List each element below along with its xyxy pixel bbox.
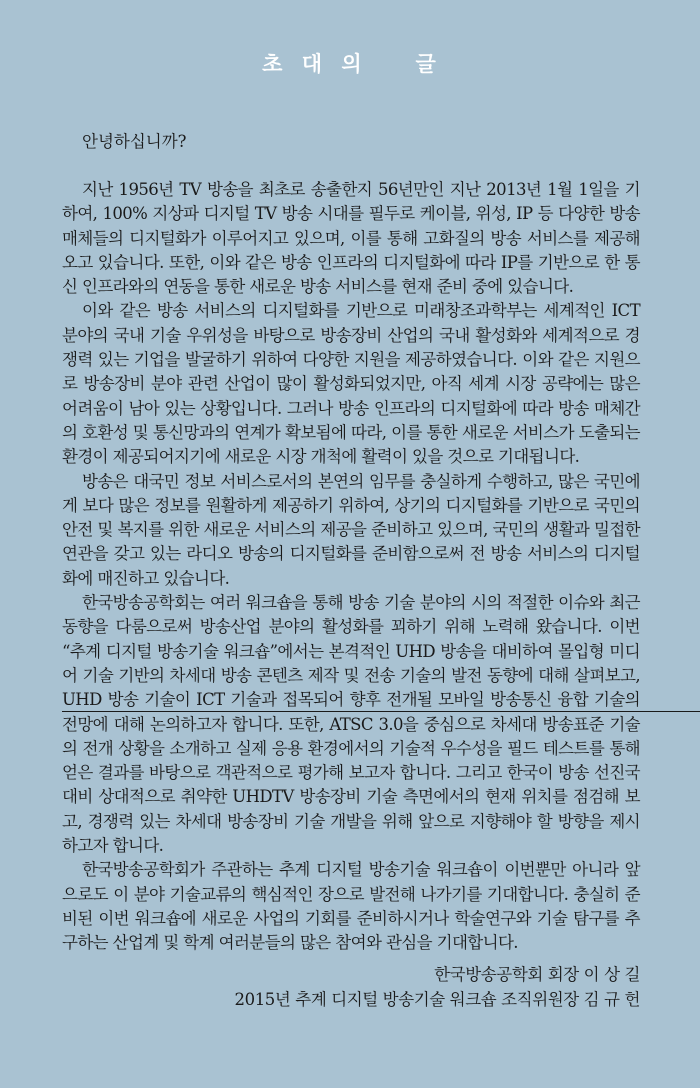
signature-line-president: 한국방송공학회 회장 이 상 길 bbox=[434, 965, 640, 984]
paragraph: 방송은 대국민 정보 서비스로서의 본연의 임무를 충실하게 수행하고, 많은 국민에게 보다 많은 정보를 원활하게 제공하기 위하여, 상기의 디지털화를 기반으로 국민의 안전 및 복지를 위한 새로운 서비스의 제공을 준비하고 있으며, 국민의 생활과 밀접한 연관을 갖고 있는 라디오 방송의 디지털화를 준비함으로써 전 방송 서비스의 디지털화에 매진하고 있습니다. bbox=[62, 471, 640, 588]
paragraph: 한국방송공학회는 여러 워크숍을 통해 방송 기술 분야의 시의 적절한 이슈와 최근 동향을 다룸으로써 방송산업 분야의 활성화를 꾀하기 위해 노력해 왔습니다. 이번 “추계 디지털 방송기술 워크숍”에서는 본격적인 UHD 방송을 대비하여 몰입형 미디어 기술 기반의 차세대 방송 콘텐츠 제작 및 전송 기술의 발전 동향에 대해 살펴보고, UHD 방송 기술이 ICT 기술과 접목되어 향후 전개될 모바일 방송통신 융합 기술의 전망에 대해 논의하고자 합니다. 또한, ATSC 3.0을 중심으로 차세대 방송표준 기술의 전개 상황을 소개하고 실제 응용 환경에서의 기술적 우수성을 필드 테스트를 통해 얻은 결과를 바탕으로 객관적으로 평가해 보고자 합니다. 그리고 한국이 방송 선진국 대비 상대적으로 취약한 UHDTV 방송장비 기술 측면에서의 현재 위치를 점검해 보고, 경쟁력 있는 차세대 방송장비 기술 개발을 위해 앞으로 지향해야 할 방향을 제시하고자 합니다. bbox=[62, 593, 640, 856]
page-title: 초 대 의 글 bbox=[262, 52, 438, 76]
paragraph: 이와 같은 방송 서비스의 디지털화를 기반으로 미래창조과학부는 세계적인 ICT 분야의 국내 기술 우위성을 바탕으로 방송장비 산업의 국내 활성화와 세계적으로 경쟁력 있는 기업을 발굴하기 위하여 다양한 지원을 제공하였습니다. 이와 같은 지원으로 방송장비 분야 관련 산업이 많이 활성화되었지만, 아직 세계 시장 공략에는 많은 어려움이 남아 있는 상황입니다. 그러나 방송 인프라의 디지털화에 따라 방송 매체간의 호환성 및 통신망과의 연계가 확보됨에 따라, 이를 통한 새로운 서비스가 도출되는 환경이 제공되어지기에 새로운 시장 개척에 활력이 있을 것으로 기대됩니다. bbox=[62, 301, 640, 467]
paragraph: 한국방송공학회가 주관하는 추계 디지털 방송기술 워크숍이 이번뿐만 아니라 앞으로도 이 분야 기술교류의 핵심적인 장으로 발전해 나가기를 기대합니다. 충실히 준비된 이번 워크숍에 새로운 사업의 기회를 준비하시거나 학술연구와 기술 탐구를 추구하는 산업계 및 학계 여러분들의 많은 참여와 관심을 기대합니다. bbox=[62, 860, 640, 953]
letter-body bbox=[62, 178, 640, 956]
horizontal-rule bbox=[62, 711, 700, 712]
greeting: 안녕하십니까? bbox=[82, 132, 187, 151]
signature-block bbox=[40, 962, 640, 1012]
paragraph: 지난 1956년 TV 방송을 최초로 송출한지 56년만인 지난 2013년 1월 1일을 기하여, 100% 지상파 디지털 TV 방송 시대를 필두로 케이블, 위성, IP 등 다양한 방송 매체들의 디지털화가 이루어지고 있으며, 이를 통해 고화질의 방송 서비스를 제공해오고 있습니다. 또한, 이와 같은 방송 인프라의 디지털화에 따라 IP를 기반으로 한 통신 인프라와의 연동을 통한 새로운 방송 서비스를 현재 준비 중에 있습니다. bbox=[62, 180, 640, 297]
signature-line-chair: 2015년 추계 디지털 방송기술 워크숍 조직위원장 김 규 헌 bbox=[234, 990, 640, 1009]
